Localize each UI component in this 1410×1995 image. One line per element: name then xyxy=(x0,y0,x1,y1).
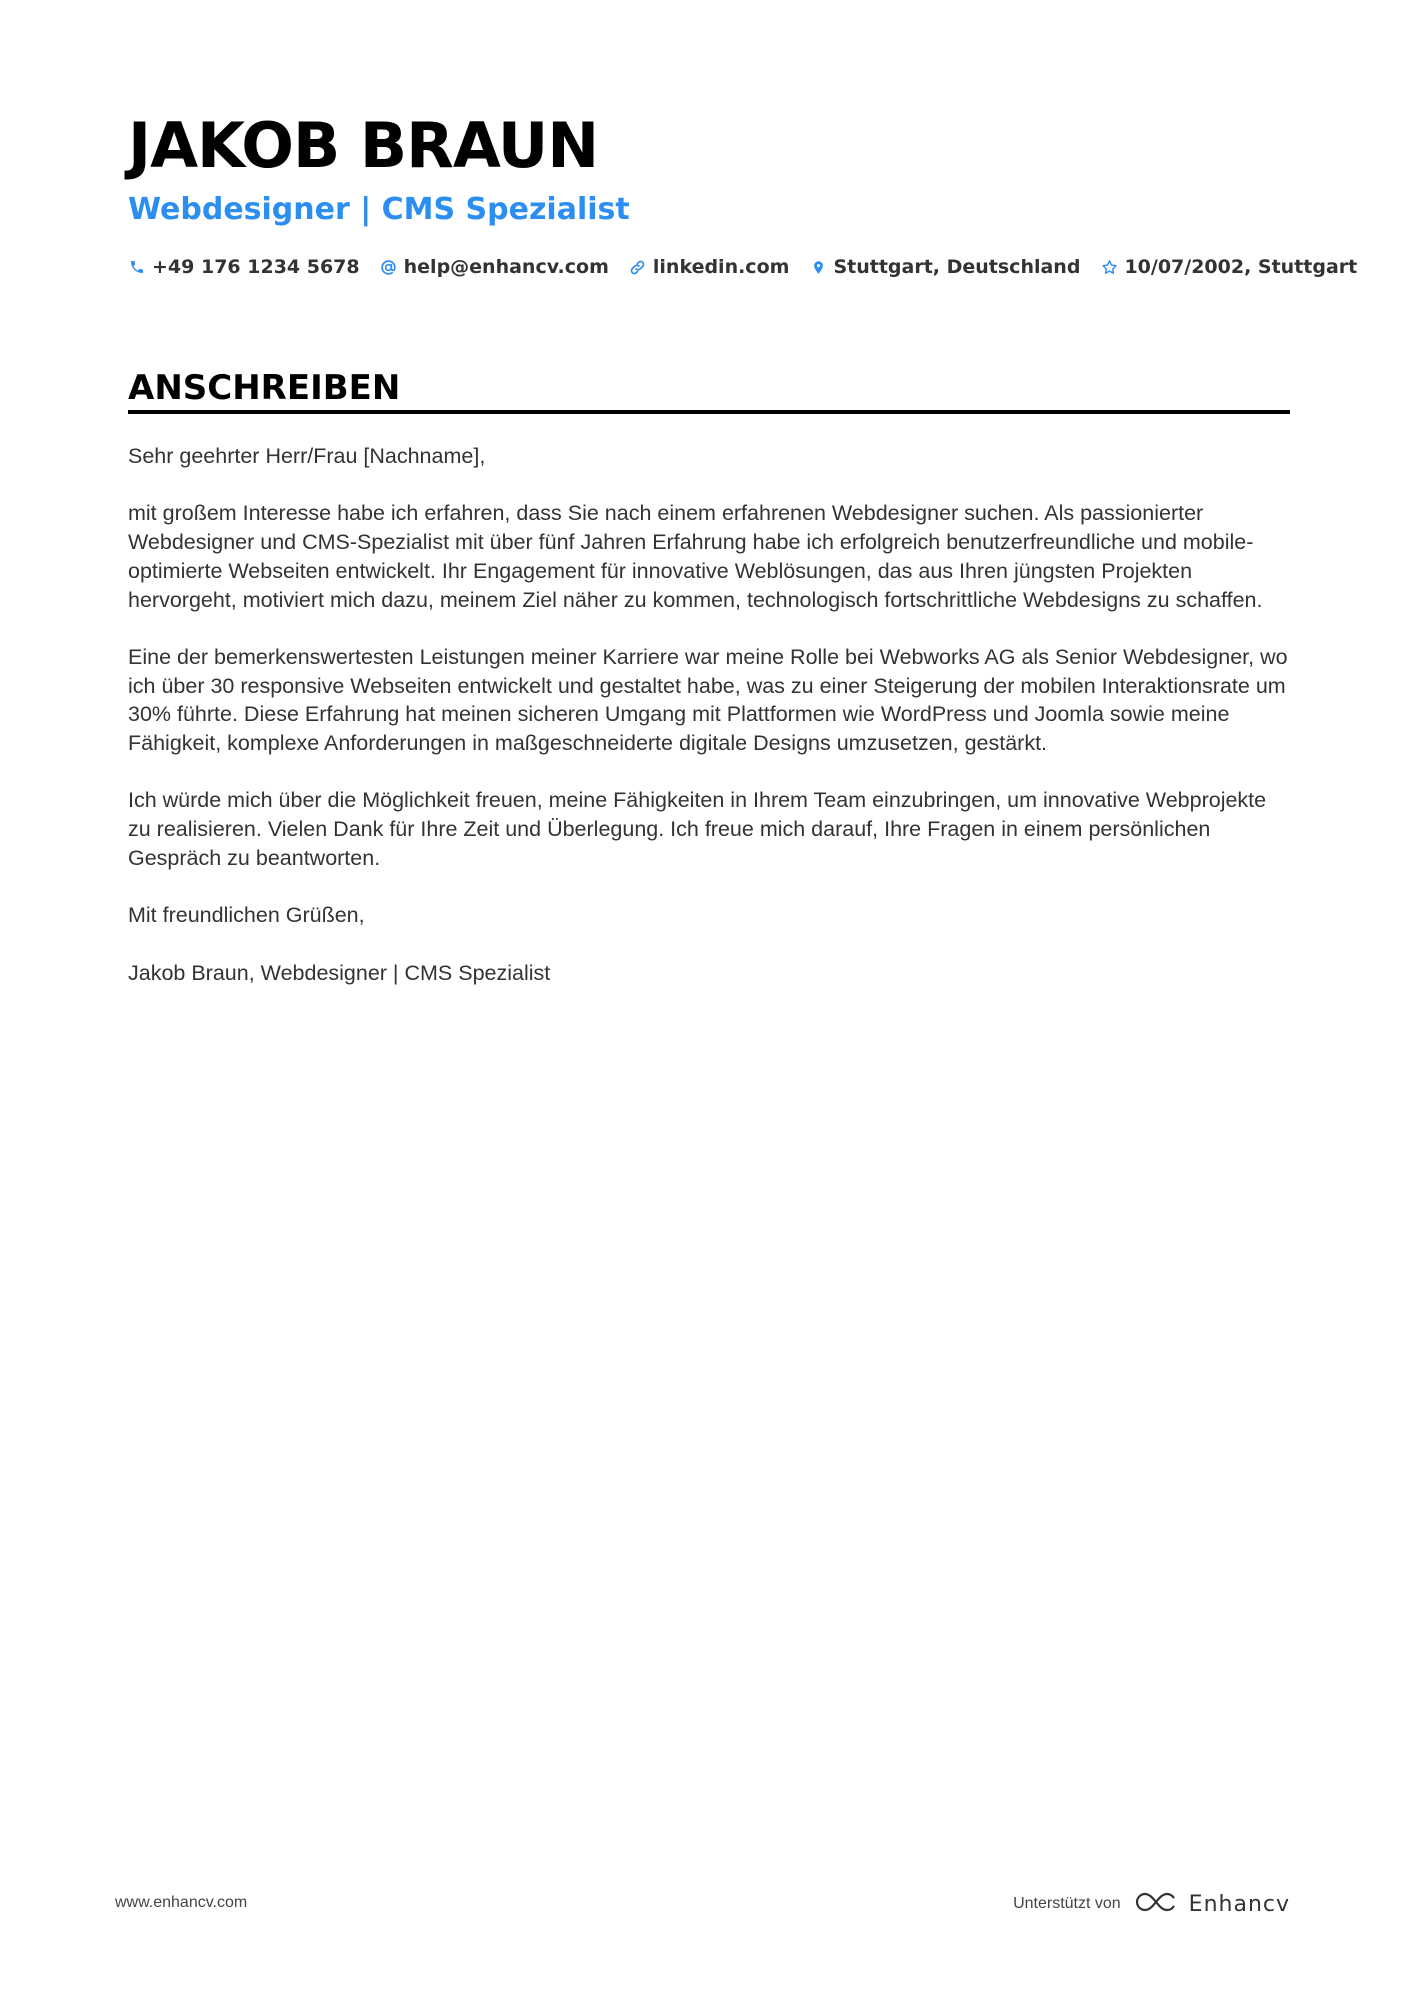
applicant-title: Webdesigner | CMS Spezialist xyxy=(128,192,630,227)
at-icon xyxy=(380,258,398,276)
contact-email xyxy=(380,256,609,278)
letter-signature: Jakob Braun, Webdesigner | CMS Spezialist xyxy=(128,960,551,985)
contact-location-text: Stuttgart, Deutschland xyxy=(833,256,1081,278)
section-divider xyxy=(128,410,1290,414)
contact-birth-text: 10/07/2002, Stuttgart xyxy=(1124,256,1358,278)
phone-icon xyxy=(128,258,146,276)
contact-linkedin-text: linkedin.com xyxy=(652,256,790,278)
letter-paragraph-2: Eine der bemerkenswertesten Leistungen meiner Karriere war meine Rolle bei Webworks AG als Senior Webdesigner, wo ich über 30 responsive Webseiten entwickelt und gestaltet habe, was zu einer Steigerung der mobilen Interaktionsrate um 30% führte. Diese Erfahrung hat meinen sicheren Umgang mit Plattformen wie WordPress und Joomla sowie meine Fähigkeit, komplexe Anforderungen in maßgeschneiderte digitale Designs umzusetzen, gestärkt. xyxy=(128,644,1288,755)
enhancv-logo-icon xyxy=(1133,1890,1179,1919)
letter-paragraph-1: mit großem Interesse habe ich erfahren, dass Sie nach einem erfahrenen Webdesigner suchen. Als passionierter Webdesigner und CMS-Spezialist mit über fünf Jahren Erfahrung habe ich erfolgreich benutzerfreundliche und mobile-optimierte Webseiten entwickelt. Ihr Engagement für innovative Weblösungen, das aus Ihren jüngsten Projekten hervorgeht, motiviert mich dazu, meinem Ziel näher zu kommen, technologisch fortschrittliche Webdesigns zu schaffen. xyxy=(128,501,1263,612)
section-title: ANSCHREIBEN xyxy=(128,368,401,408)
contact-phone-text: +49 176 1234 5678 xyxy=(152,256,360,278)
contact-birth xyxy=(1100,256,1357,278)
contact-bar xyxy=(128,252,1357,282)
location-pin-icon xyxy=(809,258,827,276)
brand-logo[interactable] xyxy=(1133,1890,1290,1919)
letter-paragraph-3: Ich würde mich über die Möglichkeit freuen, meine Fähigkeiten in Ihrem Team einzubringen, um innovative Webprojekte zu realisieren. Vielen Dank für Ihre Zeit und Überlegung. Ich freue mich darauf, Ihre Fragen in einem persönlichen Gespräch zu beantworten. xyxy=(128,788,1267,870)
footer-branding xyxy=(1013,1884,1290,1924)
star-icon xyxy=(1100,258,1118,276)
contact-email-text: help@enhancv.com xyxy=(403,256,609,278)
powered-by-text: Unterstützt von xyxy=(1013,1895,1121,1912)
brand-name: Enhancv xyxy=(1188,1891,1290,1917)
applicant-name: JAKOB BRAUN xyxy=(128,109,599,182)
contact-phone xyxy=(128,256,360,278)
contact-linkedin xyxy=(629,256,790,278)
contact-location xyxy=(809,256,1080,278)
letter-body xyxy=(128,442,1290,1016)
letter-closing: Mit freundlichen Grüßen, xyxy=(128,903,365,928)
footer-website[interactable]: www.enhancv.com xyxy=(115,1894,248,1911)
letter-salutation: Sehr geehrter Herr/Frau [Nachname], xyxy=(128,444,486,468)
link-icon xyxy=(629,258,647,276)
